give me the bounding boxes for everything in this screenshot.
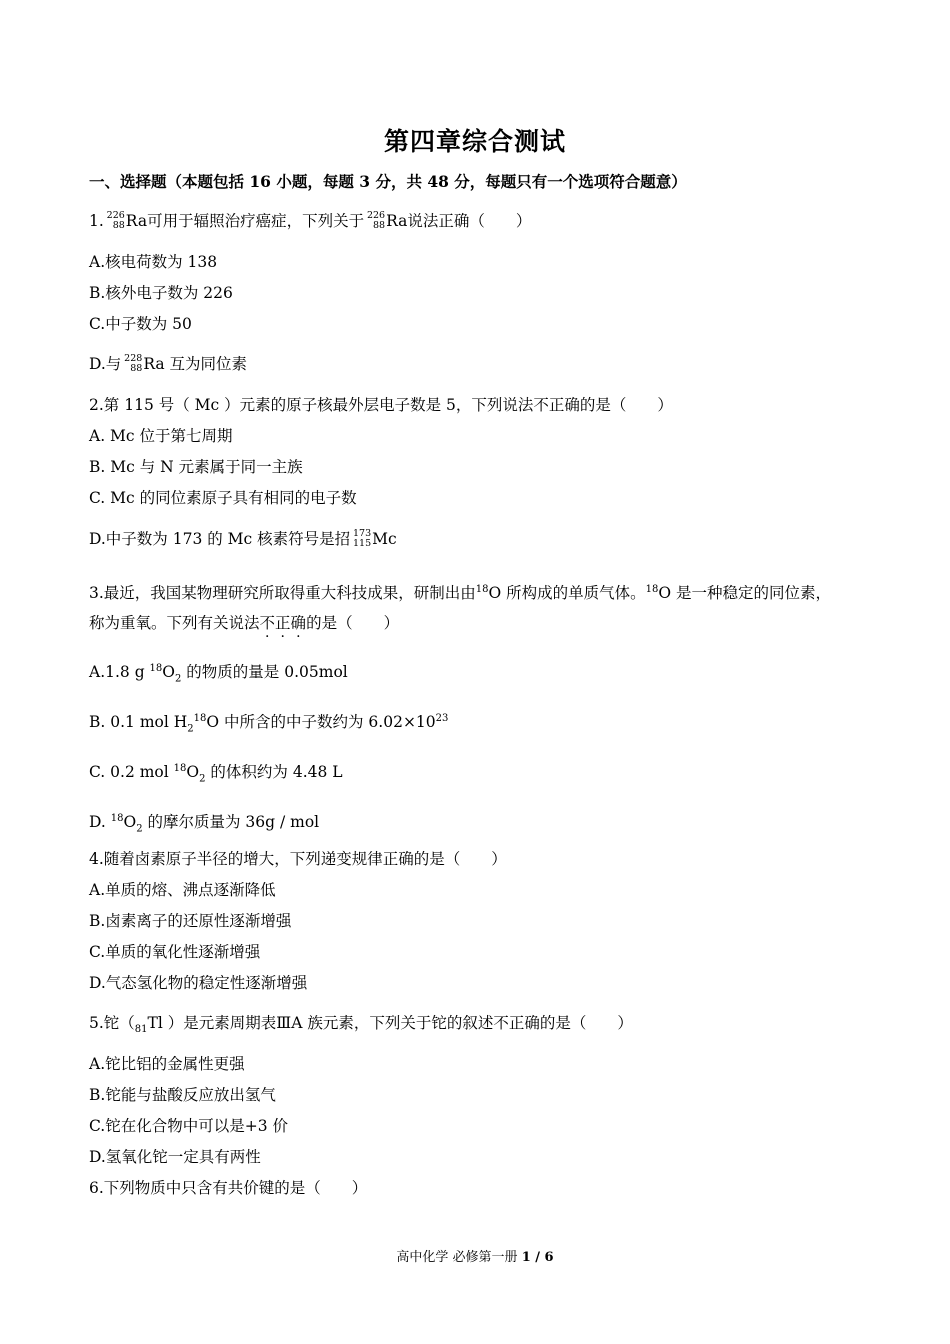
question-1-option-b: B.核外电子数为 226 (89, 284, 233, 302)
question-5-option-c: C.铊在化合物中可以是+3 价 (89, 1117, 289, 1135)
question-4-option-c: C.单质的氧化性逐渐增强 (89, 943, 261, 961)
question-2-option-a: A. Mc 位于第七周期 (89, 427, 233, 445)
emphasis-char: 确 (290, 614, 307, 632)
question-3-option-d: D. $^{18}O_2$ 的摩尔质量为 36g / mol (89, 813, 320, 835)
page-number: 1 / 6 (521, 1250, 554, 1265)
question-3-option-b: B. 0.1 mol $H_2^{18}O$ 中所含的中子数约为 $6.02\times 10^{23}$ (89, 713, 449, 735)
question-2-option-d: D.中子数为 173 的 Mc 核素符号是招 173 115 Mc (89, 528, 397, 549)
question-3-stem-line-2: 称为重氧。下列有关说法不正确的是（ ） (89, 614, 400, 632)
section-heading: 一、选择题（本题包括 16 小题，每题 3 分，共 48 分，每题只有一个选项符合题意） (89, 172, 687, 191)
question-3-stem-line-1: 3.最近，我国某物理研究所取得重大科技成果，研制出由$^{18}$O 所构成的单质气体。$^{18}$O 是一种稳定的同位素， (89, 584, 832, 603)
page-footer: 高中化学 必修第一册 1 / 6 (396, 1250, 554, 1265)
question-3-option-c: C. 0.2 mol $^{18}O_2$ 的体积约为 4.48 L (89, 763, 343, 785)
question-5-stem: 5.铊（$_{81}Tl$ ）是元素周期表ⅢA 族元素，下列关于铊的叙述不正确的是（ ） (89, 1014, 633, 1036)
isotope-notation: 228 88 (124, 353, 143, 374)
question-4-stem: 4.随着卤素原子半径的增大，下列递变规律正确的是（ ） (89, 850, 507, 868)
question-1-stem: 1. 226 88 Ra可用于辐照治疗癌症，下列关于 226 88 Ra说法正确（ ） (89, 210, 532, 231)
question-2-option-b: B. Mc 与 N 元素属于同一主族 (89, 458, 303, 476)
emphasis-char: 不 (259, 614, 276, 632)
isotope-notation: 226 88 (366, 210, 386, 231)
question-1-option-d: D.与 228 88 Ra 互为同位素 (89, 353, 248, 374)
question-5-option-b: B.铊能与盐酸反应放出氢气 (89, 1086, 276, 1104)
isotope-notation: 226 88 (106, 210, 125, 231)
question-4-option-a: A.单质的熔、沸点逐渐降低 (89, 881, 276, 899)
page-title: 第四章综合测试 (383, 127, 566, 156)
question-1-option-a: A.核电荷数为 138 (89, 253, 218, 271)
question-4-option-b: B.卤素离子的还原性逐渐增强 (89, 912, 292, 930)
question-number: 1. (89, 212, 104, 230)
question-1-option-c: C.中子数为 50 (89, 315, 192, 333)
emphasis-char: 正 (275, 614, 291, 632)
question-3-option-a: A.1.8 g $^{18}O_2$ 的物质的量是 0.05mol (89, 663, 348, 685)
question-6-stem: 6.下列物质中只含有共价键的是（ ） (89, 1179, 368, 1197)
question-5-option-d: D.氢氧化铊一定具有两性 (89, 1148, 261, 1166)
question-2-stem: 2.第 115 号（ Mc ）元素的原子核最外层电子数是 5，下列说法不正确的是（ ） (89, 396, 673, 414)
question-4-option-d: D.气态氢化物的稳定性逐渐增强 (89, 974, 308, 992)
question-5-option-a: A.铊比铝的金属性更强 (89, 1055, 245, 1073)
isotope-notation: 173 115 (353, 528, 372, 549)
question-2-option-c: C. Mc 的同位素原子具有相同的电子数 (89, 489, 357, 507)
